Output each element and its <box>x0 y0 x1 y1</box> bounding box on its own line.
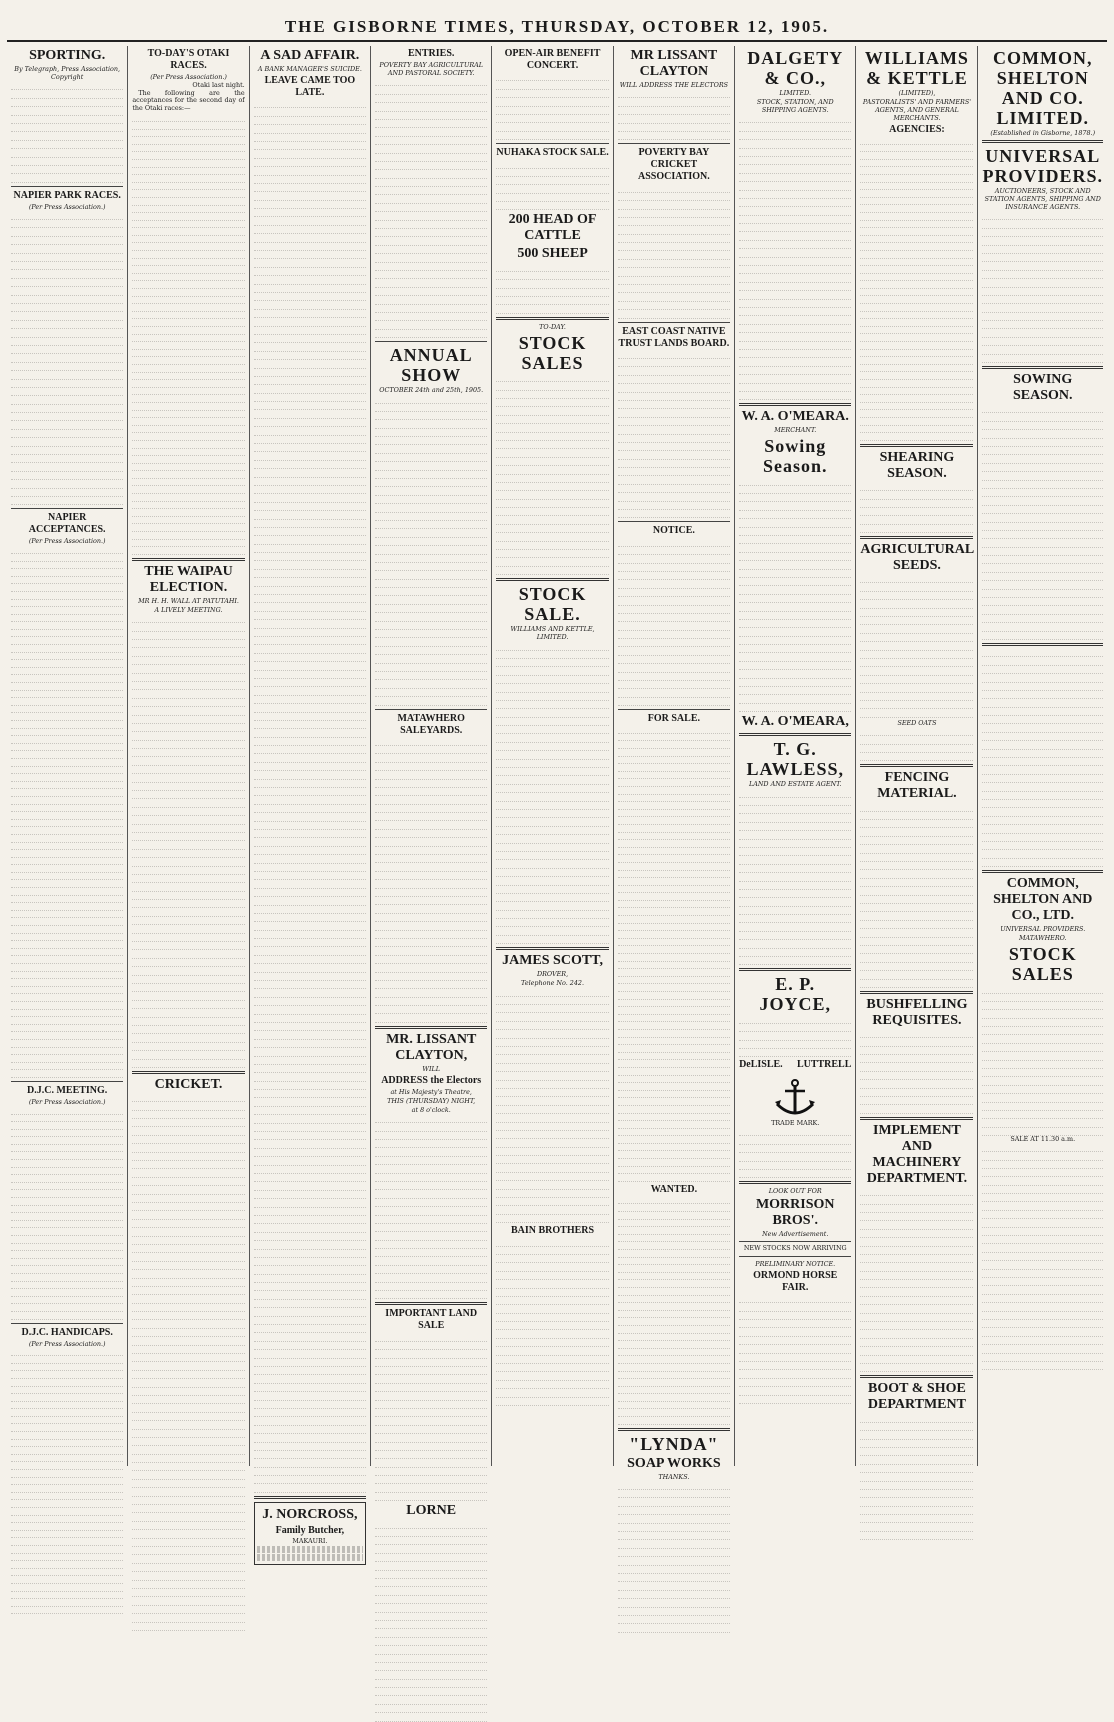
text-block <box>496 988 608 1223</box>
subheading: at His Majesty's Theatre, <box>390 1087 472 1096</box>
heading-stock-sale: STOCK SALE. <box>518 584 587 625</box>
heading-benefit-concert: OPEN-AIR BENEFIT CONCERT. <box>504 48 601 71</box>
text-block <box>618 1482 730 1633</box>
advert-title: J. NORCROSS, <box>262 1506 358 1522</box>
divider <box>132 1071 244 1074</box>
dateline: Otaki last night. <box>192 81 245 89</box>
heading-annual-show: ANNUAL SHOW <box>389 345 473 386</box>
text-block <box>375 1520 487 1721</box>
heading-cricket-association: POVERTY BAY CRICKET ASSOCIATION. <box>638 147 710 183</box>
subheading: (Established in Gisborne, 1878.) <box>990 129 1096 137</box>
column-5 <box>492 46 613 1466</box>
divider <box>739 1256 851 1257</box>
text-block <box>618 184 730 318</box>
heading-lynda: "LYNDA" <box>629 1433 719 1454</box>
text-block <box>618 90 730 140</box>
divider <box>496 578 608 581</box>
text-block <box>11 1349 123 1615</box>
heading-lissant-clayton-2: MR LISSANT CLAYTON <box>630 48 718 79</box>
heading-important-land-sale: IMPORTANT LAND SALE <box>385 1308 478 1332</box>
subheading: (Per Press Association.) <box>28 1339 106 1348</box>
divider <box>739 1181 851 1184</box>
column-6 <box>614 46 735 1481</box>
heading-dalgety: DALGETY & CO., <box>747 48 844 88</box>
subheading: WILL <box>422 1064 440 1073</box>
subheading: MR H. H. WALL AT PATUTAHI. <box>138 596 239 605</box>
text-block <box>375 738 487 1023</box>
subheading: PRELIMINARY NOTICE. <box>755 1259 836 1268</box>
divider <box>496 143 608 144</box>
text-block <box>982 985 1103 1136</box>
heading-omeara-2: W. A. O'MEARA, <box>741 714 849 730</box>
text-block <box>375 78 487 338</box>
column-8 <box>856 46 978 1466</box>
text-block <box>132 1094 244 1631</box>
subheading: LAND AND ESTATE AGENT. <box>748 780 842 789</box>
heading-implement-machinery: IMPLEMENT AND MACHINERY DEPARTMENT. <box>866 1122 968 1186</box>
heading-stock-sales-2: STOCK SALES <box>1008 944 1077 985</box>
heading-fencing-material: FENCING MATERIAL. <box>877 770 957 802</box>
heading-common-shelton-2: COMMON, SHELTON AND CO., LTD. <box>993 876 1093 924</box>
text-block <box>496 642 608 944</box>
divider <box>860 444 973 447</box>
divider <box>375 1026 487 1029</box>
divider <box>11 1081 123 1082</box>
divider <box>11 508 123 509</box>
brand-delisle: DeLISLE. <box>739 1059 783 1071</box>
subheading: (Per Press Association.) <box>28 202 106 211</box>
text-block <box>860 803 973 988</box>
divider <box>11 1323 123 1324</box>
subheading: MERCHANT. <box>774 426 817 435</box>
notice-line: NEW STOCKS NOW ARRIVING <box>743 1244 847 1253</box>
heading-agencies: AGENCIES: <box>889 124 945 135</box>
subheading: THANKS. <box>658 1472 690 1481</box>
heading-lissant-clayton: MR. LISSANT CLAYTON, <box>386 1031 477 1063</box>
text-block <box>11 212 123 506</box>
subheading: SEED OATS <box>897 718 937 727</box>
heading-native-trust: EAST COAST NATIVE TRUST LANDS BOARD. <box>618 325 730 349</box>
text-block <box>132 615 244 1068</box>
text-block <box>982 649 1103 867</box>
divider <box>982 870 1103 873</box>
heading-soap-works: SOAP WORKS <box>627 1455 721 1471</box>
text-block <box>739 1128 851 1178</box>
divider <box>860 764 973 767</box>
text-block <box>739 789 851 965</box>
heading-napier-park-races: NAPIER PARK RACES. <box>13 189 121 201</box>
divider <box>739 733 851 736</box>
divider <box>739 968 851 971</box>
text-block <box>982 405 1103 640</box>
subheading: POVERTY BAY AGRICULTURAL AND PASTORAL SOCIETY. <box>379 61 483 77</box>
heading-bushfelling: BUSHFELLING REQUISITES. <box>866 996 968 1028</box>
heading-nuhaka-stock-sale: NUHAKA STOCK SALE. <box>496 147 609 159</box>
subheading: Telephone No. 242. <box>521 979 585 988</box>
heading-lorne: LORNE <box>406 1503 457 1519</box>
subheading: AUCTIONEERS, STOCK AND STATION AGENTS, SHIPPING AND INSURANCE AGENTS. <box>984 187 1101 211</box>
heading-waipau-election: THE WAIPAU ELECTION. <box>144 563 233 595</box>
heading-napier-acceptances: NAPIER ACCEPTANCES. <box>28 512 106 536</box>
heading-sporting: SPORTING. <box>29 48 106 63</box>
heading-wanted: WANTED. <box>650 1183 698 1195</box>
placeholder-line <box>257 1554 363 1561</box>
text-block <box>11 82 123 183</box>
heading-morrison-bros: MORRISON BROS'. <box>755 1197 835 1229</box>
subheading: (Per Press Association.) <box>28 537 106 546</box>
subheading: DROVER, <box>536 970 569 979</box>
column-4 <box>371 46 492 1519</box>
divider <box>618 143 730 144</box>
advert-line: Family Butcher, <box>275 1524 345 1536</box>
heading-stock-sales: STOCK SALES <box>518 332 587 373</box>
text-block <box>375 1333 487 1501</box>
subheading: New Advertisement. <box>762 1230 829 1239</box>
heading-sad-affair: A SAD AFFAIR. <box>260 48 360 63</box>
heading-james-scott: JAMES SCOTT, <box>502 953 603 969</box>
heading-bain-brothers: BAIN BROTHERS <box>511 1225 595 1237</box>
subheading: (LIMITED), <box>898 89 936 97</box>
subheading: WILLIAMS AND KETTLE, LIMITED. <box>510 625 595 642</box>
divider <box>860 1375 973 1378</box>
column-7 <box>735 46 856 1466</box>
text-block <box>496 1238 608 1406</box>
subheading: A BANK MANAGER'S SUICIDE. <box>257 65 362 73</box>
divider <box>618 322 730 323</box>
text-block <box>860 1414 973 1540</box>
subheading: (Per Press Association.) <box>150 73 227 81</box>
heading-omeara: W. A. O'MEARA. <box>741 409 849 425</box>
subheading: ADDRESS the Electors <box>381 1074 482 1086</box>
masthead-title: THE GISBORNE TIMES, THURSDAY, OCTOBER 12, 1905. <box>284 17 830 36</box>
column-1 <box>7 46 128 1466</box>
divider <box>739 403 851 406</box>
text-block <box>618 726 730 1182</box>
subheading: THIS (THURSDAY) NIGHT, <box>387 1096 476 1105</box>
divider <box>496 947 608 950</box>
text-block <box>496 263 608 313</box>
subheading: STOCK, STATION, AND SHIPPING AGENTS. <box>756 98 834 114</box>
heading-common-shelton: COMMON, SHELTON AND CO. LIMITED. <box>993 48 1093 128</box>
masthead <box>7 6 1107 42</box>
heading-universal-providers: UNIVERSAL PROVIDERS. <box>982 146 1103 186</box>
brand-row <box>739 1057 851 1072</box>
heading-djc-handicaps: D.J.C. HANDICAPS. <box>21 1326 113 1338</box>
divider <box>618 521 730 522</box>
text-block <box>496 73 608 140</box>
divider <box>860 991 973 994</box>
advert-line: MAKAURI. <box>292 1536 328 1545</box>
divider <box>982 140 1103 143</box>
column-9 <box>978 46 1107 1466</box>
heading-200-cattle: 200 HEAD OF CATTLE <box>508 212 597 244</box>
divider <box>982 643 1103 646</box>
heading-agricultural-seeds: AGRICULTURAL SEEDS. <box>860 542 975 574</box>
text-block <box>739 1295 851 1404</box>
subheading: LOOK OUT FOR <box>768 1187 822 1196</box>
text-block <box>982 212 1103 363</box>
text-block <box>496 160 608 210</box>
heading-500-sheep: 500 SHEEP <box>517 246 588 262</box>
columns <box>7 46 1107 1545</box>
heading-joyce: E. P. JOYCE, <box>759 974 831 1015</box>
heading-djc-meeting: D.J.C. MEETING. <box>27 1084 108 1096</box>
divider <box>860 536 973 539</box>
divider <box>618 1428 730 1431</box>
heading-notice: NOTICE. <box>652 525 695 537</box>
heading-shearing-season: SHEARING SEASON. <box>879 449 955 481</box>
heading-leave-came-too-late: LEAVE CAME TOO LATE. <box>264 75 356 98</box>
heading-otaki-races: TO-DAY'S OTAKI RACES. <box>147 48 230 71</box>
text-block <box>860 137 973 441</box>
divider <box>375 341 487 342</box>
text-block <box>11 1107 123 1320</box>
brand-luttrell: LUTTRELL <box>796 1059 852 1071</box>
advert-norcross <box>254 1502 366 1566</box>
placeholder-line <box>257 1546 363 1553</box>
paragraph: The following are the acceptances for the second day of the Otaki races:— <box>132 88 245 112</box>
divider <box>375 709 487 710</box>
divider <box>618 709 730 710</box>
text-block <box>860 483 973 533</box>
column-2 <box>128 46 249 1466</box>
heading-ormond-horse-fair: ORMOND HORSE FAIR. <box>753 1269 838 1293</box>
subheading: at 8 o'clock. <box>411 1105 451 1114</box>
text-block <box>496 374 608 575</box>
text-block <box>375 395 487 705</box>
subheading: By Telegraph, Press Association, Copyright <box>14 65 121 81</box>
text-block <box>739 115 851 400</box>
text-block <box>860 1188 973 1373</box>
heading-cricket: CRICKET. <box>154 1076 223 1092</box>
heading-sowing-season-2: SOWING SEASON. <box>1012 372 1073 404</box>
sale-time: SALE AT 11.30 a.m. <box>1010 1135 1076 1144</box>
subheading: OCTOBER 24th and 25th, 1905. <box>379 386 484 395</box>
text-block <box>618 1197 730 1425</box>
text-block <box>254 100 366 1493</box>
subheading: PASTORALISTS' AND FARMERS' AGENTS, AND GENERAL MERCHANTS. <box>862 98 971 122</box>
subheading: UNIVERSAL PROVIDERS. <box>1000 925 1086 934</box>
heading-entries: ENTRIES. <box>408 48 455 59</box>
divider <box>11 186 123 187</box>
heading-sowing-season: Sowing Season. <box>762 436 828 477</box>
text-block <box>132 114 244 554</box>
subheading: (Per Press Association.) <box>28 1097 106 1106</box>
subheading: MATAWHERO. <box>1018 934 1067 943</box>
text-block <box>739 477 851 712</box>
heading-matawhero-saleyards: MATAWHERO SALEYARDS. <box>397 712 465 736</box>
text-block <box>860 575 973 718</box>
divider <box>496 317 608 320</box>
text-block <box>618 538 730 706</box>
text-block <box>11 546 123 1078</box>
subheading: TO-DAY. <box>539 322 566 331</box>
text-block <box>375 1115 487 1300</box>
divider <box>860 1117 973 1120</box>
subheading: LIMITED. <box>779 89 812 97</box>
text-block <box>860 728 973 762</box>
heading-for-sale: FOR SALE. <box>647 713 700 725</box>
heading-boot-shoe: BOOT & SHOE DEPARTMENT <box>867 1381 966 1413</box>
divider <box>254 1496 366 1499</box>
divider <box>739 1241 851 1242</box>
divider <box>132 558 244 561</box>
heading-williams-kettle: WILLIAMS & KETTLE <box>864 48 969 88</box>
anchor-trade-mark-icon <box>773 1078 817 1118</box>
divider <box>982 366 1103 369</box>
trade-mark-caption: TRADE MARK. <box>771 1119 820 1128</box>
text-block <box>860 1030 973 1114</box>
heading-lawless: T. G. LAWLESS, <box>746 739 844 780</box>
text-block <box>739 1015 851 1057</box>
subheading: A LIVELY MEETING. <box>154 605 223 614</box>
text-block <box>982 1144 1103 1371</box>
column-3 <box>250 46 371 1545</box>
newspaper-page <box>7 6 1107 1545</box>
text-block <box>618 351 730 519</box>
divider <box>375 1302 487 1305</box>
subheading: WILL ADDRESS THE ELECTORS <box>619 81 729 89</box>
